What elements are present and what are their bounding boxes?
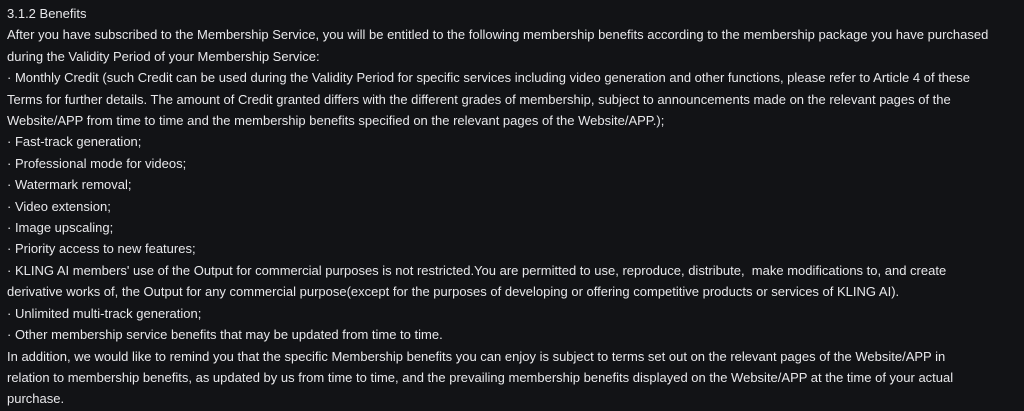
terms-line: In addition, we would like to remind you that the specific Membership benefits you can enjoy is subject to terms set out on the relevant pages of the Website/APP in	[7, 348, 946, 364]
terms-line: derivative works of, the Output for any commercial purpose(except for the purposes of developing or offering competitive products or services of KLING AI).	[7, 284, 900, 300]
terms-line-bullet: · Image upscaling;	[7, 220, 114, 236]
terms-line-bullet: · Priority access to new features;	[7, 241, 196, 257]
terms-line-bullet: · Professional mode for videos;	[7, 155, 187, 171]
terms-line: relation to membership benefits, as updated by us from time to time, and the prevailing membership benefits displayed on the Website/APP at the time of your actual	[7, 369, 954, 385]
terms-line-bullet: · Fast-track generation;	[7, 134, 142, 150]
terms-line: Website/APP from time to time and the membership benefits specified on the relevant pages of the Website/APP.);	[7, 113, 665, 129]
terms-line-bullet: · Unlimited multi-track generation;	[7, 305, 202, 321]
section-heading: 3.1.2 Benefits	[7, 6, 87, 21]
terms-line-bullet: · Other membership service benefits that may be updated from time to time.	[7, 327, 443, 343]
terms-line: After you have subscribed to the Membership Service, you will be entitled to the following membership benefits according to the membership package you have purchased	[7, 27, 989, 43]
terms-line-bullet: · Video extension;	[7, 198, 111, 214]
terms-line: during the Validity Period of your Membership Service:	[7, 48, 320, 64]
terms-line: purchase.	[7, 391, 65, 407]
terms-line-bullet: · KLING AI members' use of the Output for commercial purposes is not restricted.You are permitted to use, reproduce, distribute, make modifications to, and create	[7, 262, 947, 278]
terms-line-bullet: · Watermark removal;	[7, 177, 132, 193]
terms-line-bullet: · Monthly Credit (such Credit can be used during the Validity Period for specific services including video generation and other functions, please refer to Article 4 of these	[7, 70, 970, 86]
terms-line: Terms for further details. The amount of Credit granted differs with the different grades of membership, subject to announcements made on the relevant pages of the	[7, 91, 951, 107]
